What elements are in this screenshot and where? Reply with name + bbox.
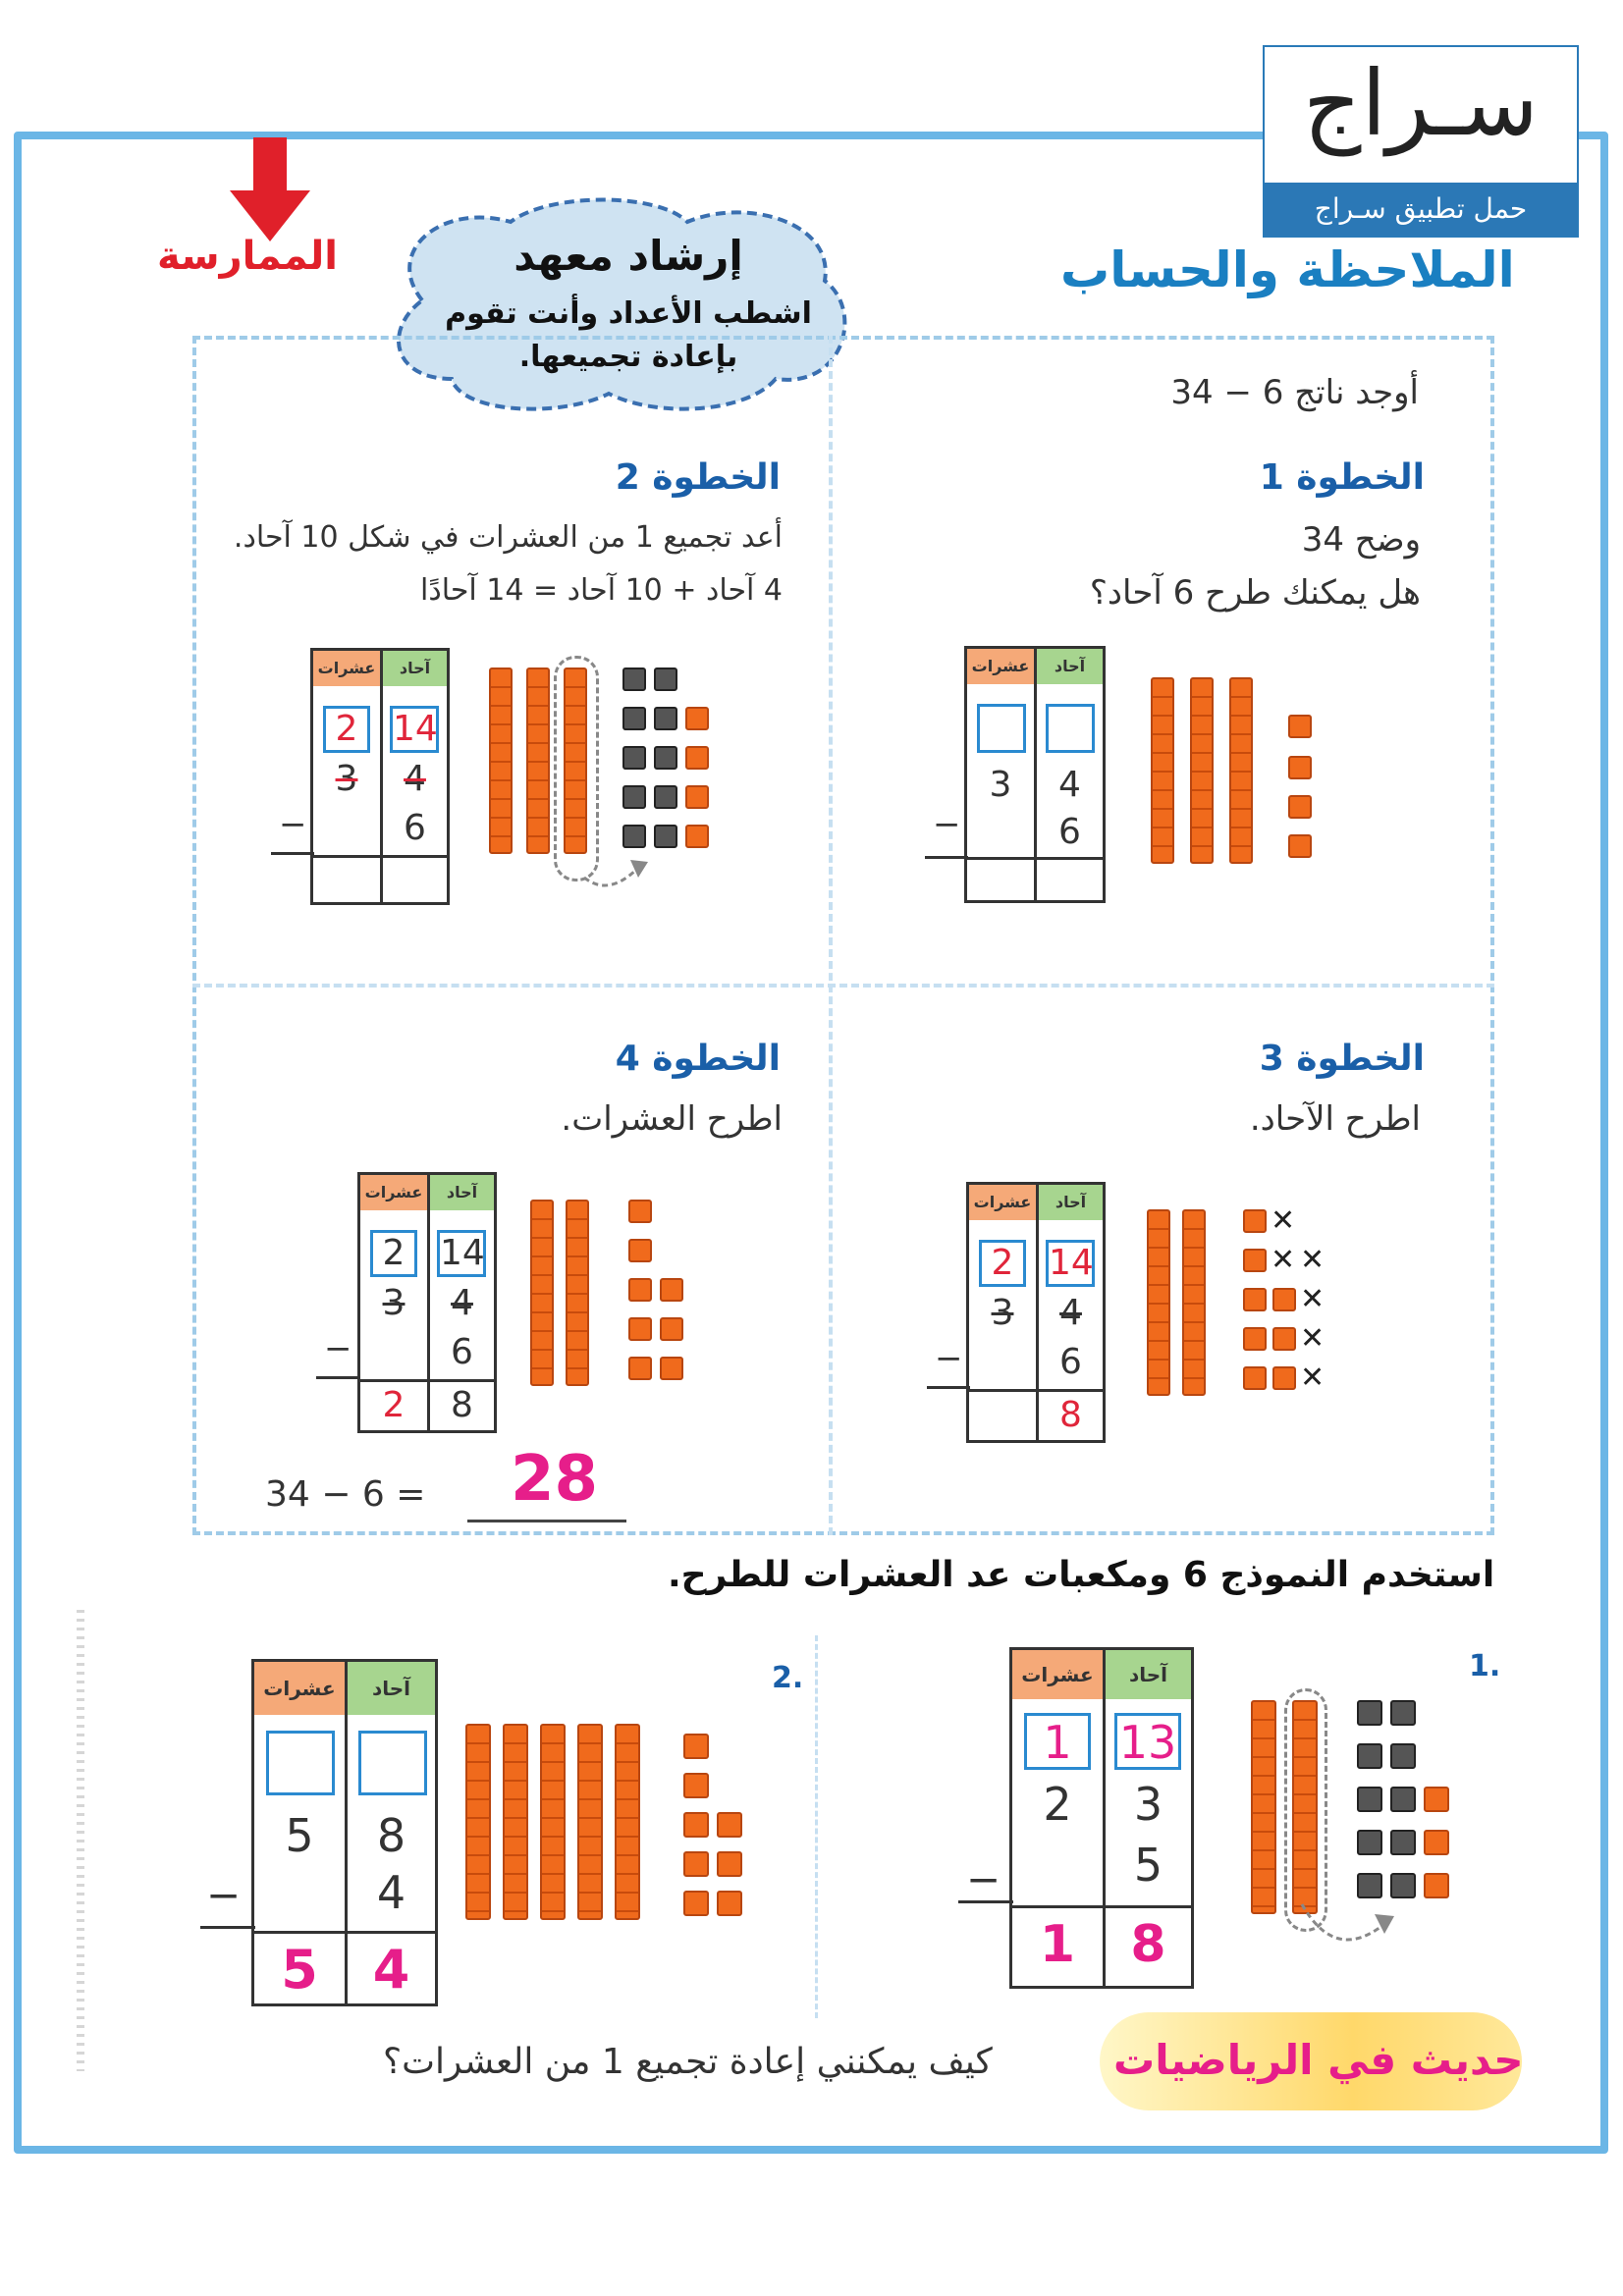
- ones-subtrahend: 5: [1133, 1839, 1163, 1892]
- cross-out-icon: ✕: [1271, 1243, 1296, 1277]
- step4-line1: اطرح العشرات.: [561, 1099, 783, 1139]
- subtraction-line: [200, 1926, 255, 1929]
- place-value-chart-step3: [966, 1182, 1106, 1443]
- cross-out-icon: ✕: [1271, 1203, 1296, 1238]
- regroup-box-tens[interactable]: [266, 1731, 335, 1795]
- exercise1-label: 1.: [1469, 1649, 1501, 1683]
- place-value-chart-step2: [310, 648, 450, 905]
- logo-word: سـراج: [1303, 51, 1539, 156]
- siraj-logo[interactable]: [1263, 45, 1579, 238]
- regroup-box-ones[interactable]: 14: [390, 706, 439, 753]
- guidance-line2: بإعادة تجميعها.: [518, 340, 738, 374]
- regroup-box-tens[interactable]: [977, 704, 1026, 753]
- tens-digit: 5: [285, 1809, 314, 1862]
- tens-digit-crossed: 3: [382, 1283, 406, 1323]
- problem-text: أوجد ناتج 6 − 34: [1170, 373, 1419, 412]
- ones-digit: 4: [1058, 765, 1081, 805]
- cross-out-icon: ✕: [1300, 1321, 1325, 1356]
- cross-out-icon: ✕: [1300, 1282, 1325, 1316]
- tens-header: عشرات: [969, 1185, 1036, 1220]
- ones-digit: 8: [376, 1809, 406, 1862]
- ones-result: 8: [1059, 1395, 1082, 1435]
- ones-header: آحاد: [1039, 1185, 1103, 1220]
- regroup-box-tens[interactable]: 2: [979, 1240, 1026, 1287]
- subtraction-line: [927, 1386, 970, 1389]
- subtraction-line: [271, 852, 314, 855]
- ones-header: آحاد: [348, 1662, 435, 1715]
- minus-sign: −: [206, 1871, 242, 1919]
- place-value-chart-step1: [964, 646, 1106, 903]
- regroup-box-ones[interactable]: 14: [437, 1230, 486, 1277]
- step1-line2: هل يمكنك طرح 6 آحاد؟: [1089, 573, 1421, 613]
- ones-subtrahend: 6: [404, 808, 426, 848]
- ones-subtrahend: 4: [376, 1866, 406, 1919]
- ones-digit-crossed: 4: [451, 1283, 473, 1323]
- minus-sign: −: [933, 805, 961, 844]
- regroup-box-ones[interactable]: [358, 1731, 427, 1795]
- regroup-arrow-icon: [579, 838, 658, 897]
- tens-result[interactable]: 1: [1039, 1915, 1076, 1974]
- equation-text: 34 − 6 =: [265, 1474, 426, 1515]
- page-title: الملاحظة والحساب: [1060, 241, 1515, 298]
- tens-digit: 2: [1043, 1778, 1072, 1831]
- step3-title: الخطوة 3: [1259, 1039, 1425, 1079]
- step4-title: الخطوة 4: [615, 1039, 781, 1079]
- guidance-title: إرشاد معهد: [514, 232, 743, 280]
- step2-title: الخطوة 2: [615, 457, 781, 498]
- tens-header: عشرات: [313, 651, 380, 686]
- minus-sign: −: [324, 1329, 352, 1368]
- ones-subtrahend: 6: [1058, 812, 1081, 852]
- tens-header: عشرات: [1012, 1650, 1103, 1699]
- ones-result[interactable]: 8: [1130, 1915, 1166, 1974]
- equation-answer[interactable]: 28: [511, 1443, 599, 1516]
- step1-line1: وضح 34: [1301, 520, 1421, 560]
- base-ten-blocks-step4: [520, 1194, 717, 1410]
- place-value-chart-ex2: [251, 1659, 438, 2006]
- ones-subtrahend: 6: [1059, 1342, 1082, 1382]
- ones-result[interactable]: 4: [372, 1939, 410, 2001]
- tens-digit-crossed: 3: [991, 1293, 1014, 1333]
- ones-header: آحاد: [1037, 649, 1103, 684]
- ones-header: آحاد: [430, 1175, 494, 1210]
- regroup-box-ones[interactable]: 13: [1114, 1713, 1181, 1770]
- regroup-box-tens[interactable]: 1: [1024, 1713, 1091, 1770]
- ones-digit: 3: [1133, 1778, 1163, 1831]
- step2-line2: 4 آحاد + 10 آحاد = 14 آحادًا: [420, 573, 783, 608]
- ones-subtrahend: 6: [451, 1332, 473, 1372]
- base-ten-blocks-step1: [1139, 667, 1335, 864]
- tens-result[interactable]: 5: [281, 1939, 318, 2001]
- regroup-box-ones[interactable]: 14: [1046, 1240, 1095, 1287]
- tens-digit-crossed: 3: [335, 759, 358, 799]
- place-value-chart-ex1: [1009, 1647, 1194, 1989]
- base-ten-blocks-step2: [481, 662, 746, 897]
- ones-header: آحاد: [1106, 1650, 1191, 1699]
- guidance-line1: اشطب الأعداد وأنت تقوم: [445, 296, 812, 331]
- cross-out-icon: ✕: [1300, 1361, 1325, 1395]
- base-ten-blocks-ex2: [461, 1718, 756, 1963]
- minus-sign: −: [966, 1855, 1001, 1903]
- ones-result: 8: [451, 1385, 473, 1425]
- copyright-strip: [77, 1610, 84, 2071]
- regroup-box-ones[interactable]: [1046, 704, 1095, 753]
- step3-line1: اطرح الآحاد.: [1249, 1099, 1421, 1139]
- step2-line1: أعد تجميع 1 من العشرات في شكل 10 آحاد.: [233, 520, 783, 555]
- talk-question: كيف يمكنني إعادة تجميع 1 من العشرات؟: [383, 2042, 993, 2082]
- ones-digit-crossed: 4: [1059, 1293, 1082, 1333]
- regroup-arrow-icon: [1296, 1895, 1404, 1963]
- tens-header: عشرات: [967, 649, 1034, 684]
- answer-line: [467, 1520, 626, 1522]
- minus-sign: −: [279, 805, 307, 844]
- exercise-divider: [815, 1635, 818, 2018]
- instruction-text: استخدم النموذج 6 ومكعبات عد العشرات للطرح.: [668, 1555, 1495, 1595]
- tens-header: عشرات: [254, 1662, 345, 1715]
- minus-sign: −: [935, 1339, 963, 1378]
- base-ten-blocks-step3: [1139, 1203, 1365, 1419]
- tens-digit: 3: [989, 765, 1012, 805]
- subtraction-line: [958, 1900, 1013, 1903]
- step1-title: الخطوة 1: [1259, 457, 1425, 498]
- talk-title: حديث في الرياضيات: [1113, 2036, 1524, 2084]
- place-value-chart-step4: [357, 1172, 497, 1433]
- subtraction-line: [925, 856, 968, 859]
- practice-label: الممارسة: [157, 234, 339, 279]
- ones-header: آحاد: [383, 651, 447, 686]
- subtraction-line: [316, 1376, 359, 1379]
- down-arrow-icon: [226, 137, 314, 245]
- tens-header: عشرات: [360, 1175, 427, 1210]
- logo-tagline: حمل تطبيق سـراج: [1265, 183, 1577, 236]
- cross-out-icon: ✕: [1300, 1243, 1325, 1277]
- panel-divider-horizontal: [192, 984, 1494, 988]
- panel-divider-vertical: [829, 336, 833, 1535]
- exercise2-label: 2.: [772, 1661, 804, 1695]
- regroup-box-tens[interactable]: 2: [323, 706, 370, 753]
- tens-result: 2: [382, 1385, 406, 1425]
- regroup-box-tens[interactable]: 2: [370, 1230, 417, 1277]
- ones-digit-crossed: 4: [404, 759, 426, 799]
